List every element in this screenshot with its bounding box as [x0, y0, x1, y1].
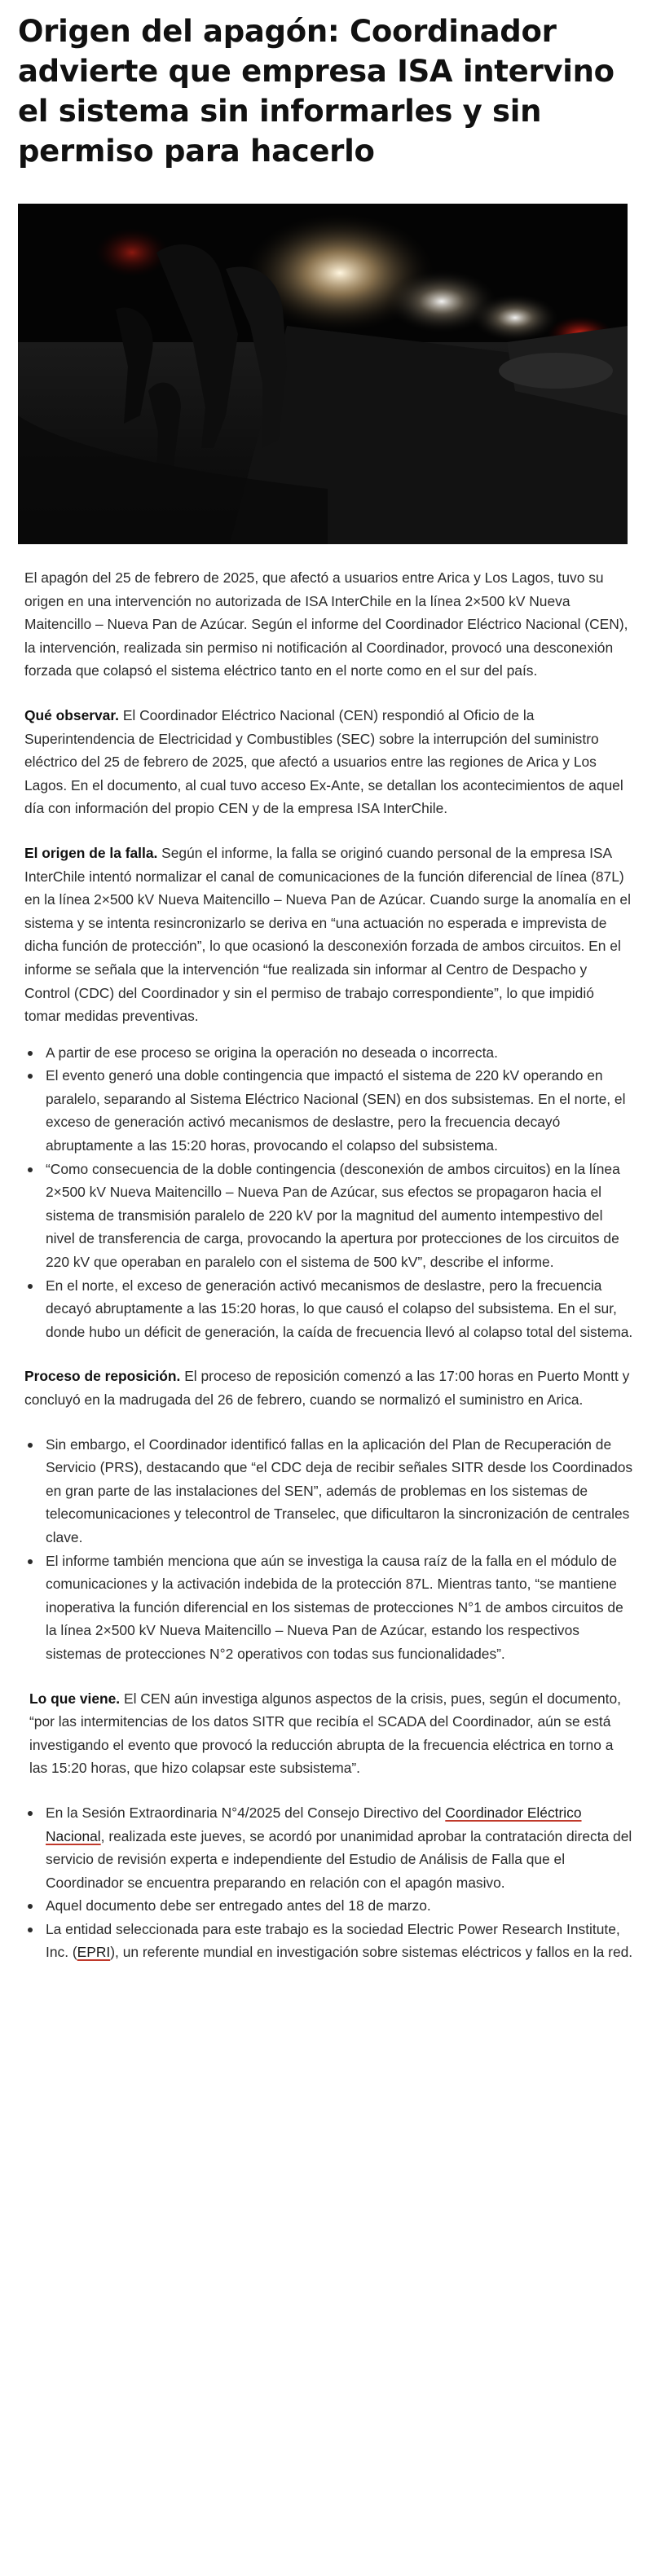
section-label: El origen de la falla.: [24, 844, 158, 861]
section-que-observar: [24, 704, 634, 820]
article-title: Origen del apagón: Coordinador advierte que empresa ISA intervino el sistema sin informarles y sin permiso para hacerlo: [18, 14, 615, 169]
list-item: “Como consecuencia de la doble contingencia (desconexión de ambos circuitos) en la línea 2×500 kV Nueva Maitencillo – Nueva Pan de Azúcar, sus efectos se propagaron hacia el sistema de transmisión paralelo de 220 kV por la magnitud del aumento intempestivo del nivel de transferencia de carga, provocando la apertura por protecciones de los circuitos de 220 kV que operaban en paralelo con el sistema de 500 kV”, describe el informe.: [46, 1158, 634, 1274]
intro-paragraph: El apagón del 25 de febrero de 2025, que afectó a usuarios entre Arica y Los Lagos, tuvo su origen en una intervención no autorizada de ISA InterChile en la línea 2×500 kV Nueva Maitencillo – Nueva Pan de Azúcar. Según el informe del Coordinador Eléctrico Nacional (CEN), la intervención, realizada sin permiso ni notificación al Coordinador, provocó una desconexión forzada que colapsó el sistema eléctrico tanto en el norte como en el sur del país.: [24, 569, 628, 679]
list-item: El informe también menciona que aún se investiga la causa raíz de la falla en el módulo de comunicaciones y la activación indebida de la protección 87L. Mientras tanto, “se mantiene inoperativa la función diferencial en los sistemas de protecciones N°1 de ambos circuitos de la línea 2×500 kV Nueva Maitencillo – Nueva Pan de Azúcar, estando los respectivos sistemas de protecciones N°2 operativos con todas sus funcionalidades”.: [46, 1550, 634, 1666]
section-label: Proceso de reposición.: [24, 1368, 181, 1385]
list-item: A partir de ese proceso se origina la operación no deseada o incorrecta.: [46, 1041, 634, 1065]
list-item: En la Sesión Extraordinaria N°4/2025 del Consejo Directivo del Coordinador Eléctrico Nacional, realizada este jueves, se acordó por unanimidad aprobar la contratación directa del servicio de revisión experta e independiente del Estudio de Análisis de Falla que el Coordinador se encuentra preparando en relación con el apagón masivo.: [46, 1801, 634, 1894]
section-label: Qué observar.: [24, 706, 119, 723]
viene-bullet-list: [24, 1801, 634, 1964]
section-text: El proceso de reposición comenzó a las 17:00 horas en Puerto Montt y concluyó en la madrugada del 26 de febrero, cuando se normalizó el suministro en Arica.: [24, 1368, 630, 1408]
list-item: En el norte, el exceso de generación activó mecanismos de deslastre, pero la frecuencia decayó abruptamente a las 15:20 horas, lo que causó el colapso del subsistema. En el sur, donde hubo un déficit de generación, la caída de frecuencia llevó al colapso total del sistema.: [46, 1274, 634, 1344]
article-body: [24, 566, 634, 1964]
list-item: Aquel documento debe ser entregado antes del 18 de marzo.: [46, 1894, 634, 1918]
section-lo-que-viene: [24, 1687, 634, 1780]
section-text: Según el informe, la falla se originó cuando personal de la empresa ISA InterChile intentó normalizar el canal de comunicaciones de la función diferencial de línea (87L) en la línea 2×500 kV Nueva Maitencillo – Nueva Pan de Azúcar. Cuando surge la anomalía en el sistema y se intenta resincronizarlo se deriva en “una actuación no esperada e imprevista de dicha función de protección”, lo que ocasionó la desconexión forzada de ambos circuitos. En el informe se señala que la intervención “fue realizada sin informar al Centro de Despacho y Control (CDC) del Coordinador y sin el permiso de trabajo correspondiente”, lo que impidió tomar medidas preventivas.: [24, 844, 631, 1025]
list-item: Sin embargo, el Coordinador identificó fallas en la aplicación del Plan de Recuperación de Servicio (PRS), destacando que “el CDC deja de recibir señales SITR desde los Coordinados en gran parte de las instalaciones del SEN”, además de problemas en los sistemas de telecomunicaciones y telecontrol de Transelec, que dificultaron la sincronización de centrales clave.: [46, 1433, 634, 1550]
epri-link[interactable]: EPRI: [77, 1944, 111, 1961]
hero-photo: [18, 204, 628, 544]
coordinador-link[interactable]: Coordinador Eléctrico Nacional: [46, 1804, 582, 1844]
night-street-photo: [18, 204, 628, 544]
section-reposicion: [24, 1365, 634, 1411]
section-text: El Coordinador Eléctrico Nacional (CEN) respondió al Oficio de la Superintendencia de Electricidad y Combustibles (SEC) sobre la interrupción del suministro eléctrico del 25 de febrero de 2025, que afectó a usuarios entre las regiones de Arica y Los Lagos. En el documento, al cual tuvo acceso Ex-Ante, se detallan los acontecimientos de aquel día con información del propio CEN y de la empresa ISA InterChile.: [24, 706, 623, 817]
list-item: La entidad seleccionada para este trabajo es la sociedad Electric Power Research Institute, Inc. (EPRI), un referente mundial en investigación sobre sistemas eléctricos y fallos en la red.: [46, 1918, 634, 1964]
section-text: El CEN aún investiga algunos aspectos de la crisis, pues, según el documento, “por las intermitencias de los datos SITR que recibía el SCADA del Coordinador, aún se está investigando el evento que provocó la reducción abrupta de la frecuencia eléctrica en torno a las 15:20 horas, que hizo colapsar este subsistema”.: [29, 1690, 621, 1777]
section-origen-falla: [24, 842, 634, 1028]
reposicion-bullet-list: [24, 1433, 634, 1666]
list-item: El evento generó una doble contingencia que impactó el sistema de 220 kV operando en paralelo, separando al Sistema Eléctrico Nacional (SEN) en dos subsistemas. En el norte, el exceso de generación activó mecanismos de deslastre, pero la frecuencia decayó abruptamente a las 15:20 horas, provocando el colapso del subsistema.: [46, 1064, 634, 1157]
origen-bullet-list: [24, 1041, 634, 1344]
section-label: Lo que viene.: [29, 1690, 121, 1707]
